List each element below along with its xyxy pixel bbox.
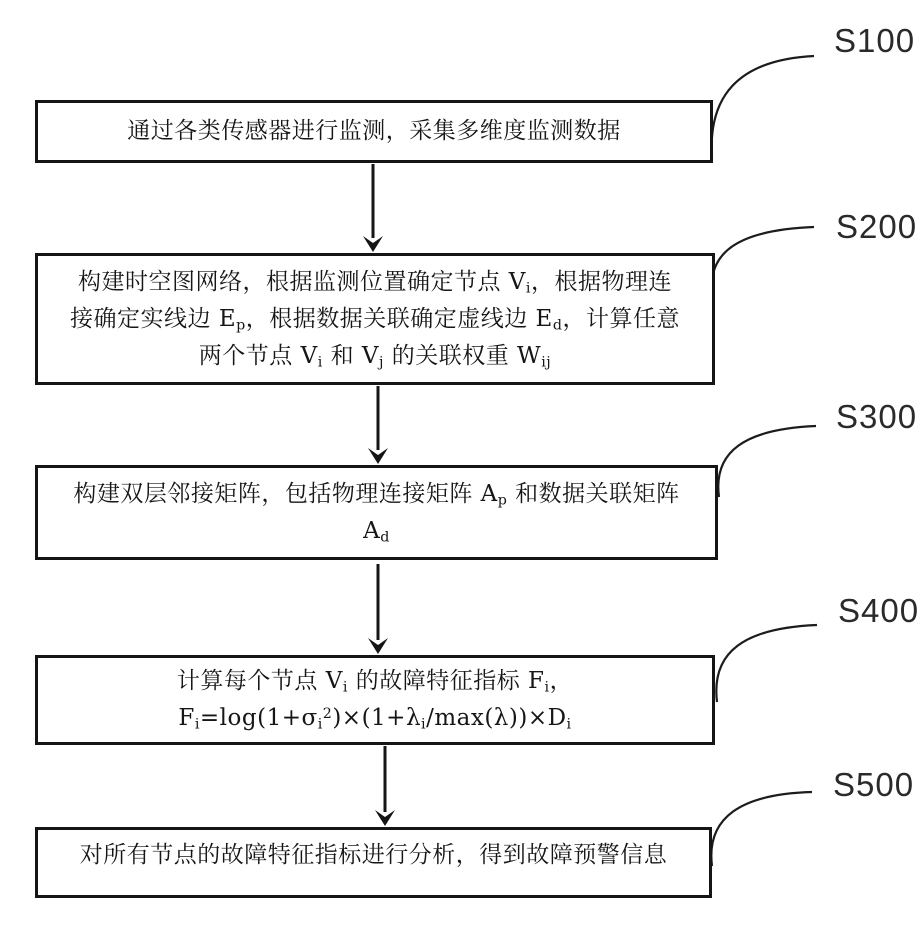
step-label-s200: S200 bbox=[836, 208, 918, 245]
step-text-line: 两个节点 $V_i$ 和 $V_j$ 的关联权重 $W_{ij}$ bbox=[198, 342, 552, 371]
arrow-3-head bbox=[368, 638, 388, 654]
arrow-1-head bbox=[363, 236, 383, 252]
ref-curve-s200 bbox=[711, 227, 814, 296]
step-label-s500: S500 bbox=[833, 766, 915, 803]
step-text-line: 接确定实线边 $E_p$，根据数据关联确定虚线边 $E_d$，计算任意 bbox=[70, 305, 680, 334]
step-text-line: 构建时空图网络，根据监测位置确定节点 $V_i$，根据物理连 bbox=[78, 268, 672, 297]
step-text-line: $F_i=\log(1+\sigma_i^2)\times(1+\lambda_i/\max(\lambda))\times D_i$ bbox=[178, 705, 572, 733]
step-label-s300: S300 bbox=[836, 398, 918, 435]
step-box-3 bbox=[35, 465, 718, 560]
arrow-4-head bbox=[375, 810, 395, 826]
step-box-1 bbox=[35, 100, 713, 163]
step-label-s100: S100 bbox=[834, 22, 916, 59]
step-box-4 bbox=[35, 655, 715, 745]
arrow-2-head bbox=[368, 448, 388, 464]
reference-curves bbox=[711, 56, 817, 866]
step-box-2 bbox=[35, 253, 715, 385]
ref-curve-s500 bbox=[711, 792, 812, 866]
ref-curve-s100 bbox=[712, 56, 814, 158]
step-text-line: $A_d$ bbox=[363, 517, 390, 546]
ref-curve-s400 bbox=[716, 625, 817, 702]
step-text-line: 通过各类传感器进行监测，采集多维度监测数据 bbox=[127, 118, 621, 144]
step-text-line: 构建双层邻接矩阵，包括物理连接矩阵 $A_p$ 和数据关联矩阵 bbox=[73, 480, 680, 509]
ref-curve-s300 bbox=[718, 426, 816, 497]
step-text-line: 计算每个节点 $V_i$ 的故障特征指标 $F_i$， bbox=[176, 668, 574, 696]
step-text-line: 对所有节点的故障特征指标进行分析，得到故障预警信息 bbox=[79, 842, 668, 868]
step-label-s400: S400 bbox=[838, 592, 920, 629]
step-box-5 bbox=[35, 827, 712, 898]
